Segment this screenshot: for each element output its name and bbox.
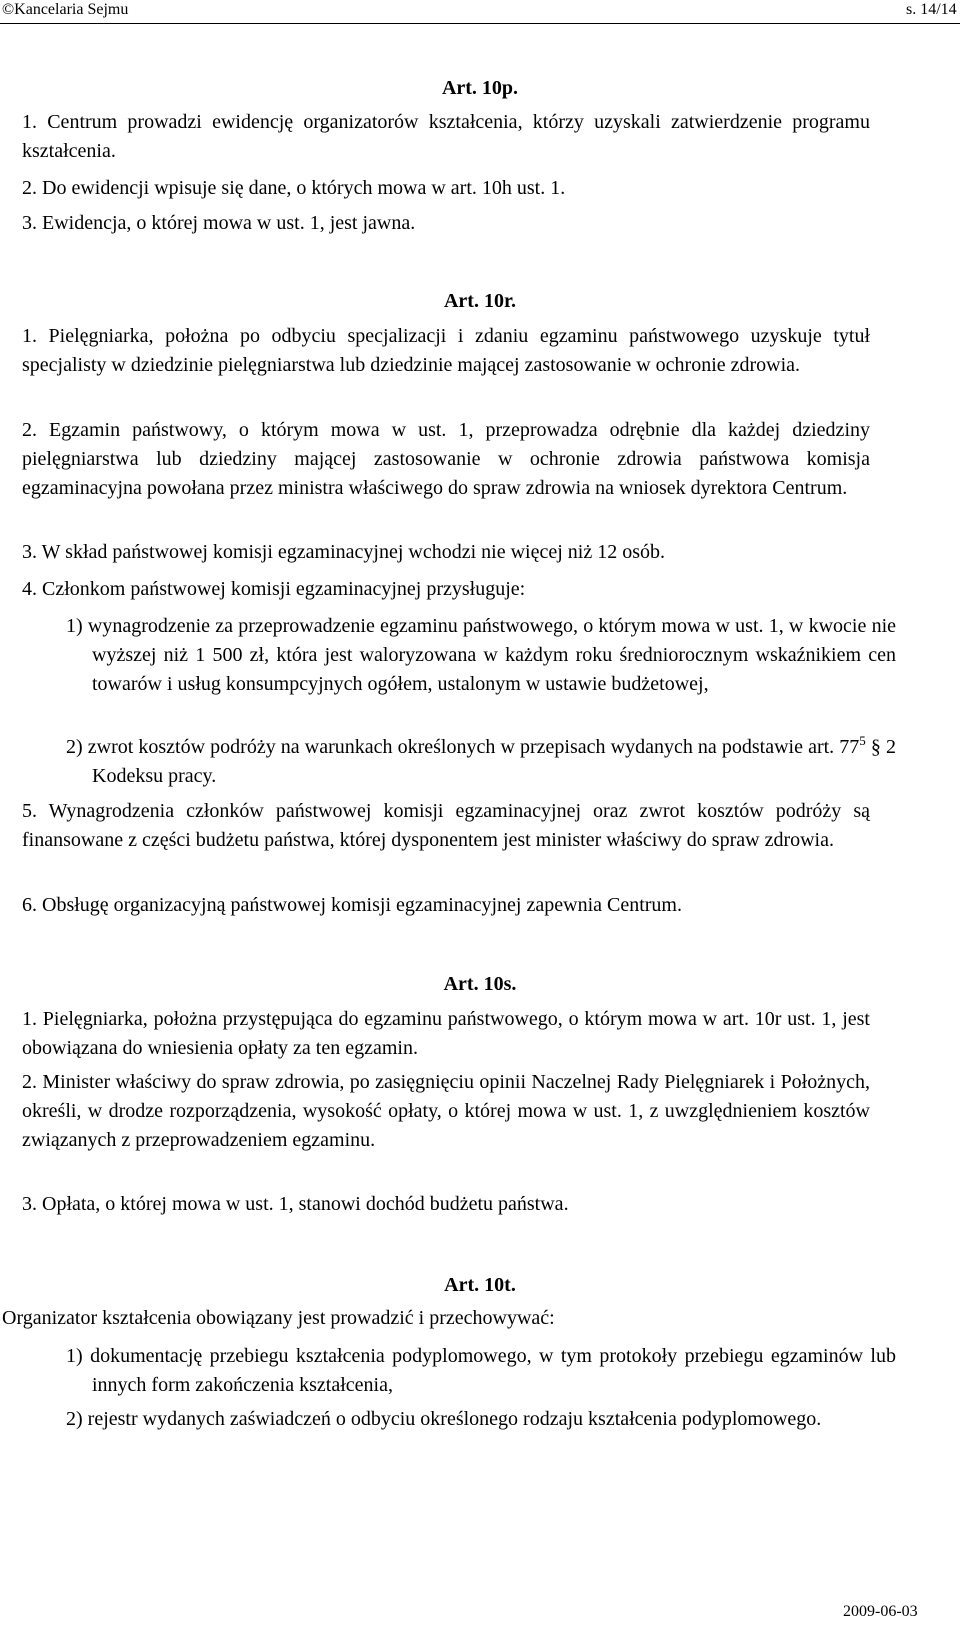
art10p-par-3: 3. Ewidencja, o której mowa w ust. 1, jest jawna. <box>22 212 416 234</box>
art10t-item-2: 2) rejestr wydanych zaświadczeń o odbyciu określonego rodzaju kształcenia podyplomowego. <box>66 1408 822 1430</box>
art10s-par-3: 3. Opłata, o której mowa w ust. 1, stanowi dochód budżetu państwa. <box>22 1193 569 1215</box>
art10r-item-1: 1) wynagrodzenie za przeprowadzenie egzaminu państwowego, o którym mowa w ust. 1, w kwocie nie wyższej niż 1 500 zł, która jest waloryzowana w każdym roku średniorocznym wskaźnikiem cen towarów i usług konsumpcyjnych ogółem, ustalonym w ustawie budżetowej, <box>66 615 896 695</box>
art10r-par-6: 6. Obsługę organizacyjną państwowej komisji egzaminacyjnej zapewnia Centrum. <box>22 894 682 916</box>
header-copyright: ©Kancelaria Sejmu <box>2 1 129 18</box>
header-page-number: s. 14/14 <box>906 1 957 18</box>
art10r-item-2-tail: § 2 Kodeksu pracy. <box>92 736 896 787</box>
art10r-par-5: 5. Wynagrodzenia członków państwowej komisji egzaminacyjnej oraz zwrot kosztów podróży są finansowane z części budżetu państwa, której dysponentem jest minister właściwy do spraw zdrowia. <box>22 800 870 851</box>
article-title-10s: Art. 10s. <box>443 973 517 995</box>
art10t-item-1: 1) dokumentację przebiegu kształcenia podyplomowego, w tym protokoły przebiegu egzaminów lub innych form zakończenia kształcenia, <box>66 1345 896 1396</box>
art10p-par-2: 2. Do ewidencji wpisuje się dane, o których mowa w art. 10h ust. 1. <box>22 177 566 199</box>
art10s-par-2: 2. Minister właściwy do spraw zdrowia, po zasięgnięciu opinii Naczelnej Rady Pielęgniarek i Położnych, określi, w drodze rozporządzenia, wysokość opłaty, o której mowa w ust. 1, z uwzględnieniem kosztów związanych z przeprowadzeniem egzaminu. <box>22 1071 870 1151</box>
art10r-par-1: 1. Pielęgniarka, położna po odbyciu specjalizacji i zdaniu egzaminu państwowego uzyskuje tytuł specjalisty w dziedzinie pielęgniarstwa lub dziedzinie mającej zastosowanie w ochronie zdrowia. <box>22 325 870 376</box>
art10p-par-1: 1. Centrum prowadzi ewidencję organizatorów kształcenia, którzy uzyskali zatwierdzenie programu kształcenia. <box>22 111 870 162</box>
art10r-par-4: 4. Członkom państwowej komisji egzaminacyjnej przysługuje: <box>22 578 526 600</box>
footer-date: 2009-06-03 <box>843 1603 918 1620</box>
article-title-10t: Art. 10t. <box>444 1274 516 1296</box>
header-rule <box>0 23 960 24</box>
art10r-par-3: 3. W skład państwowej komisji egzaminacyjnej wchodzi nie więcej niż 12 osób. <box>22 541 665 563</box>
art10r-item-2 <box>66 733 896 791</box>
art10r-item-2-superscript: 5 <box>859 733 866 748</box>
art10t-intro: Organizator kształcenia obowiązany jest prowadzić i przechowywać: <box>2 1307 555 1329</box>
art10s-par-1: 1. Pielęgniarka, położna przystępująca do egzaminu państwowego, o którym mowa w art. 10r ust. 1, jest obowiązana do wniesienia opłaty za ten egzamin. <box>22 1008 870 1059</box>
art10r-par-2: 2. Egzamin państwowy, o którym mowa w ust. 1, przeprowadza odrębnie dla każdej dziedziny pielęgniarstwa lub dziedziny mającej zastosowanie w ochronie zdrowia państwowa komisja egzaminacyjna powołana przez ministra właściwego do spraw zdrowia na wniosek dyrektora Centrum. <box>22 419 870 499</box>
art10r-item-2-text: 2) zwrot kosztów podróży na warunkach określonych w przepisach wydanych na podstawie art. 77 <box>66 736 860 758</box>
article-title-10p: Art. 10p. <box>441 77 519 99</box>
article-title-10r: Art. 10r. <box>443 290 517 312</box>
